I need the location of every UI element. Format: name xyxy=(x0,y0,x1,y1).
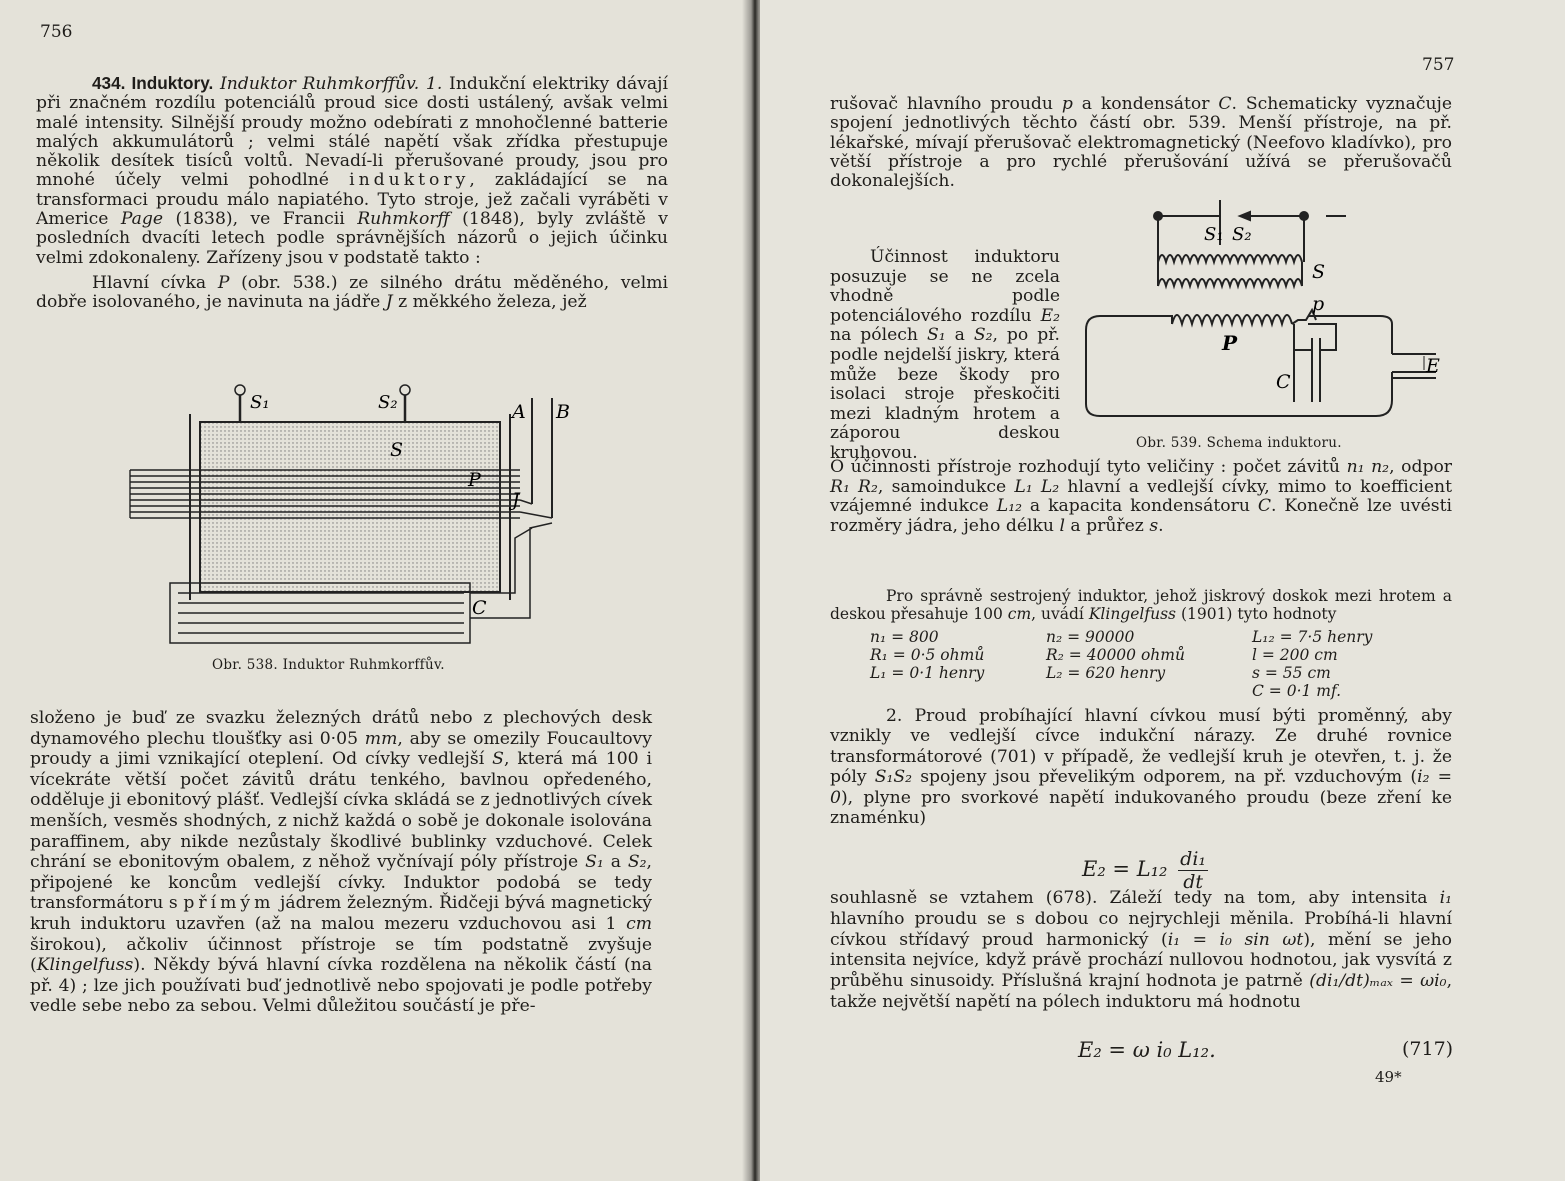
klingelfuss-paragraph: Pro správně sestrojený induktor, jehož jiskrový doskok mezi hrotem a deskou přesahuje 100 cm, uvádí Klingelfuss (1901) tyto hodnoty xyxy=(830,587,1452,623)
section-heading: 434. Induktory. xyxy=(92,73,214,93)
label-s: S xyxy=(390,439,404,461)
label-j: J xyxy=(512,489,520,511)
figure-539-caption: Obr. 539. Schema induktoru. xyxy=(1136,435,1342,451)
terminal-s2 xyxy=(400,385,410,422)
values-row: L₁ = 0·1 henry L₂ = 620 henry s = 55 cm xyxy=(870,664,1331,682)
values-table xyxy=(870,628,1378,700)
figure-538-caption: Obr. 538. Induktor Ruhmkorffův. xyxy=(212,657,445,673)
left-page xyxy=(0,0,752,1181)
label-p: P xyxy=(468,469,481,491)
label-s2: S₂ xyxy=(378,392,398,413)
label-a: A xyxy=(512,401,526,423)
heading-subtitle: Induktor Ruhmkorffův. 1. xyxy=(219,74,443,94)
values-row: n₁ = 800 n₂ = 90000 L₁₂ = 7·5 henry xyxy=(870,628,1373,646)
right-page xyxy=(760,0,1565,1181)
label-s2: S₂ xyxy=(1232,224,1252,245)
label-p: P xyxy=(1222,331,1238,355)
label-c: C xyxy=(1276,371,1291,393)
intro-paragraph: 434. Induktory. Induktor Ruhmkorffův. 1. Indukční elektriky dávají při značném rozdílu potenciálů proud sice dosti ustálený, avšak velmi malé intensity. Silnější proudy možno odebírati z mnohočlenné batterie malých akkumulátorů ; velmi stálé napětí však zřídka přestupuje několik desítek tisíců voltů. Nevadí-li přerušované proudy, jsou pro mnohé účely velmi pohodlné induktory, zakládající se na transformaci proudu málo napiatého. Tyto stroje, jež začali vyráběti v Americe Page (1838), ve Francii Ruhmkorff (1848), byly zvláště v posledních dvacíti letech podle správnějších názorů o jejich účinku velmi zdokonaleny. Zařízeny jsou v podstatě takto : Hlavní cívka P (obr. 538.) ze silného drátu měděného, velmi dobře isolovaného, je navinuta na jádře J z měkkého železa, jež xyxy=(36,73,669,313)
interrupter-paragraph: rušovač hlavního proudu p a kondensátor C. Schematicky vyznačuje spojení jednotlivých těchto částí obr. 539. Menší přístroje, na př. lékařské, mívají přerušovač elektromagnetický (Neefovo kladívko), pro větší přístroje a pro rychlé přerušování užívá se přerušovačů dokonalejších. xyxy=(830,94,1453,192)
primary-coil-p xyxy=(1172,315,1292,324)
label-p-small: p xyxy=(1312,293,1325,315)
secondary-coil-s xyxy=(1158,255,1302,286)
equation-number: (717) xyxy=(1402,1038,1454,1060)
values-row: C = 0·1 mf. xyxy=(1252,682,1342,700)
core-paragraph: složeno je buď ze svazku železných drátů nebo z plechových desk dynamového plechu tloušťky asi 0·05 mm, aby se omezily Foucaultovy proudy a jimi vznikající oteplení. Od cívky vedlejší S, která má 100 i vícekráte větší počet závitů drátu tenkého, bavlnou opředeného, odděluje ji ebonitový plášť. Vedlejší cívka skládá se z jednotlivých cívek menších, vesměs shodných, z nichž každá o sobě je dokonale isolována paraffinem, aby nikde nezůstaly škodlivé bublinky vzduchové. Celek chrání se ebonitovým obalem, z něhož vyčnívají póly přístroje S₁ a S₂, připojené ke koncům vedlejší cívky. Induktor podobá se tedy transformátoru s přímým jádrem železným. Řidčeji bývá magnetický kruh induktoru uzavřen (až na malou mezeru vzduchovou asi 1 cm širokou), ačkoliv účinnost přístroje se tím podstatně zvyšuje (Klingelfuss). Někdy bývá hlavní cívka rozdělena na několik částí (na př. 4) ; lze jich používati buď jednotlivě nebo spojovati je podle potřeby vedle sebe nebo za sebou. Velmi důležitou součástí je pře- xyxy=(30,708,653,1017)
terminal-s1 xyxy=(235,385,245,422)
formula-e2: E₂ = L₁₂ $\frac{\text{di₁}}{dt}$ xyxy=(1082,848,1207,893)
label-s1: S₁ xyxy=(1204,224,1224,245)
section-2-paragraph: 2. Proud probíhající hlavní cívkou musí býti proměnný, aby vznikly ve vedlejší cívce indukční nárazy. Ze druhé rovnice transformátorové (701) v případě, že vedlejší kruh je otevřen, t. j. že póly S₁S₂ spojeny jsou převelikým odporem, na př. vzduchovým (i₂ = 0), plyne pro svorkové napětí indukovaného proudu (beze zření ke znaménku) xyxy=(830,706,1452,829)
page-number-left: 756 xyxy=(40,22,73,42)
quantities-paragraph: O účinnosti přístroje rozhodují tyto veličiny : počet závitů n₁ n₂, odpor R₁ R₂, samoindukce L₁ L₂ hlavní a vedlejší cívky, mimo to koefficient vzájemné indukce L₁₂ a kapacita kondensátoru C. Konečně lze uvésti rozměry jádra, jeho délku l a průřez s. xyxy=(830,457,1453,536)
formula-717: E₂ = ω i₀ L₁₂. xyxy=(1078,1038,1216,1062)
values-row: R₁ = 0·5 ohmů R₂ = 40000 ohmů l = 200 cm xyxy=(870,646,1338,664)
figure-538-induktor xyxy=(120,378,600,658)
label-s: S xyxy=(1312,261,1326,283)
page-number-right: 757 xyxy=(1422,55,1455,75)
label-b: B xyxy=(556,401,570,423)
efficiency-paragraph: Účinnost induktoru posuzuje se ne zcela vhodně podle potenciálového rozdílu E₂ na pólech S₁ a S₂, po př. podle nejdelší jiskry, která může beze škody pro isolaci stroje přeskočiti mezi kladným hrotem a záporou deskou kruhovou. xyxy=(830,247,1061,463)
figure-539-schema xyxy=(1080,190,1450,430)
secondary-coil-s xyxy=(200,422,500,592)
label-s1: S₁ xyxy=(250,392,270,413)
harmonic-paragraph: souhlasně se vztahem (678). Záleží tedy na tom, aby intensita i₁ hlavního proudu se s dobou co nejrychleji měnila. Probíhá-li hlavní cívkou střídavý proud harmonický (i₁ = i₀ sin ωt), mění se jeho intensita nejvíce, když právě prochází nullovou hodnotou, jak vysvítá z průběhu sinusoidy. Příslušná krajní hodnota je patrně (di₁/dt)ₘₐₓ = ωi₀, takže největší napětí na pólech induktoru má hodnotu xyxy=(830,888,1453,1012)
label-e: E xyxy=(1426,355,1440,377)
condenser-c xyxy=(1294,324,1336,402)
label-c: C xyxy=(472,597,487,619)
signature-mark: 49* xyxy=(1375,1068,1402,1086)
